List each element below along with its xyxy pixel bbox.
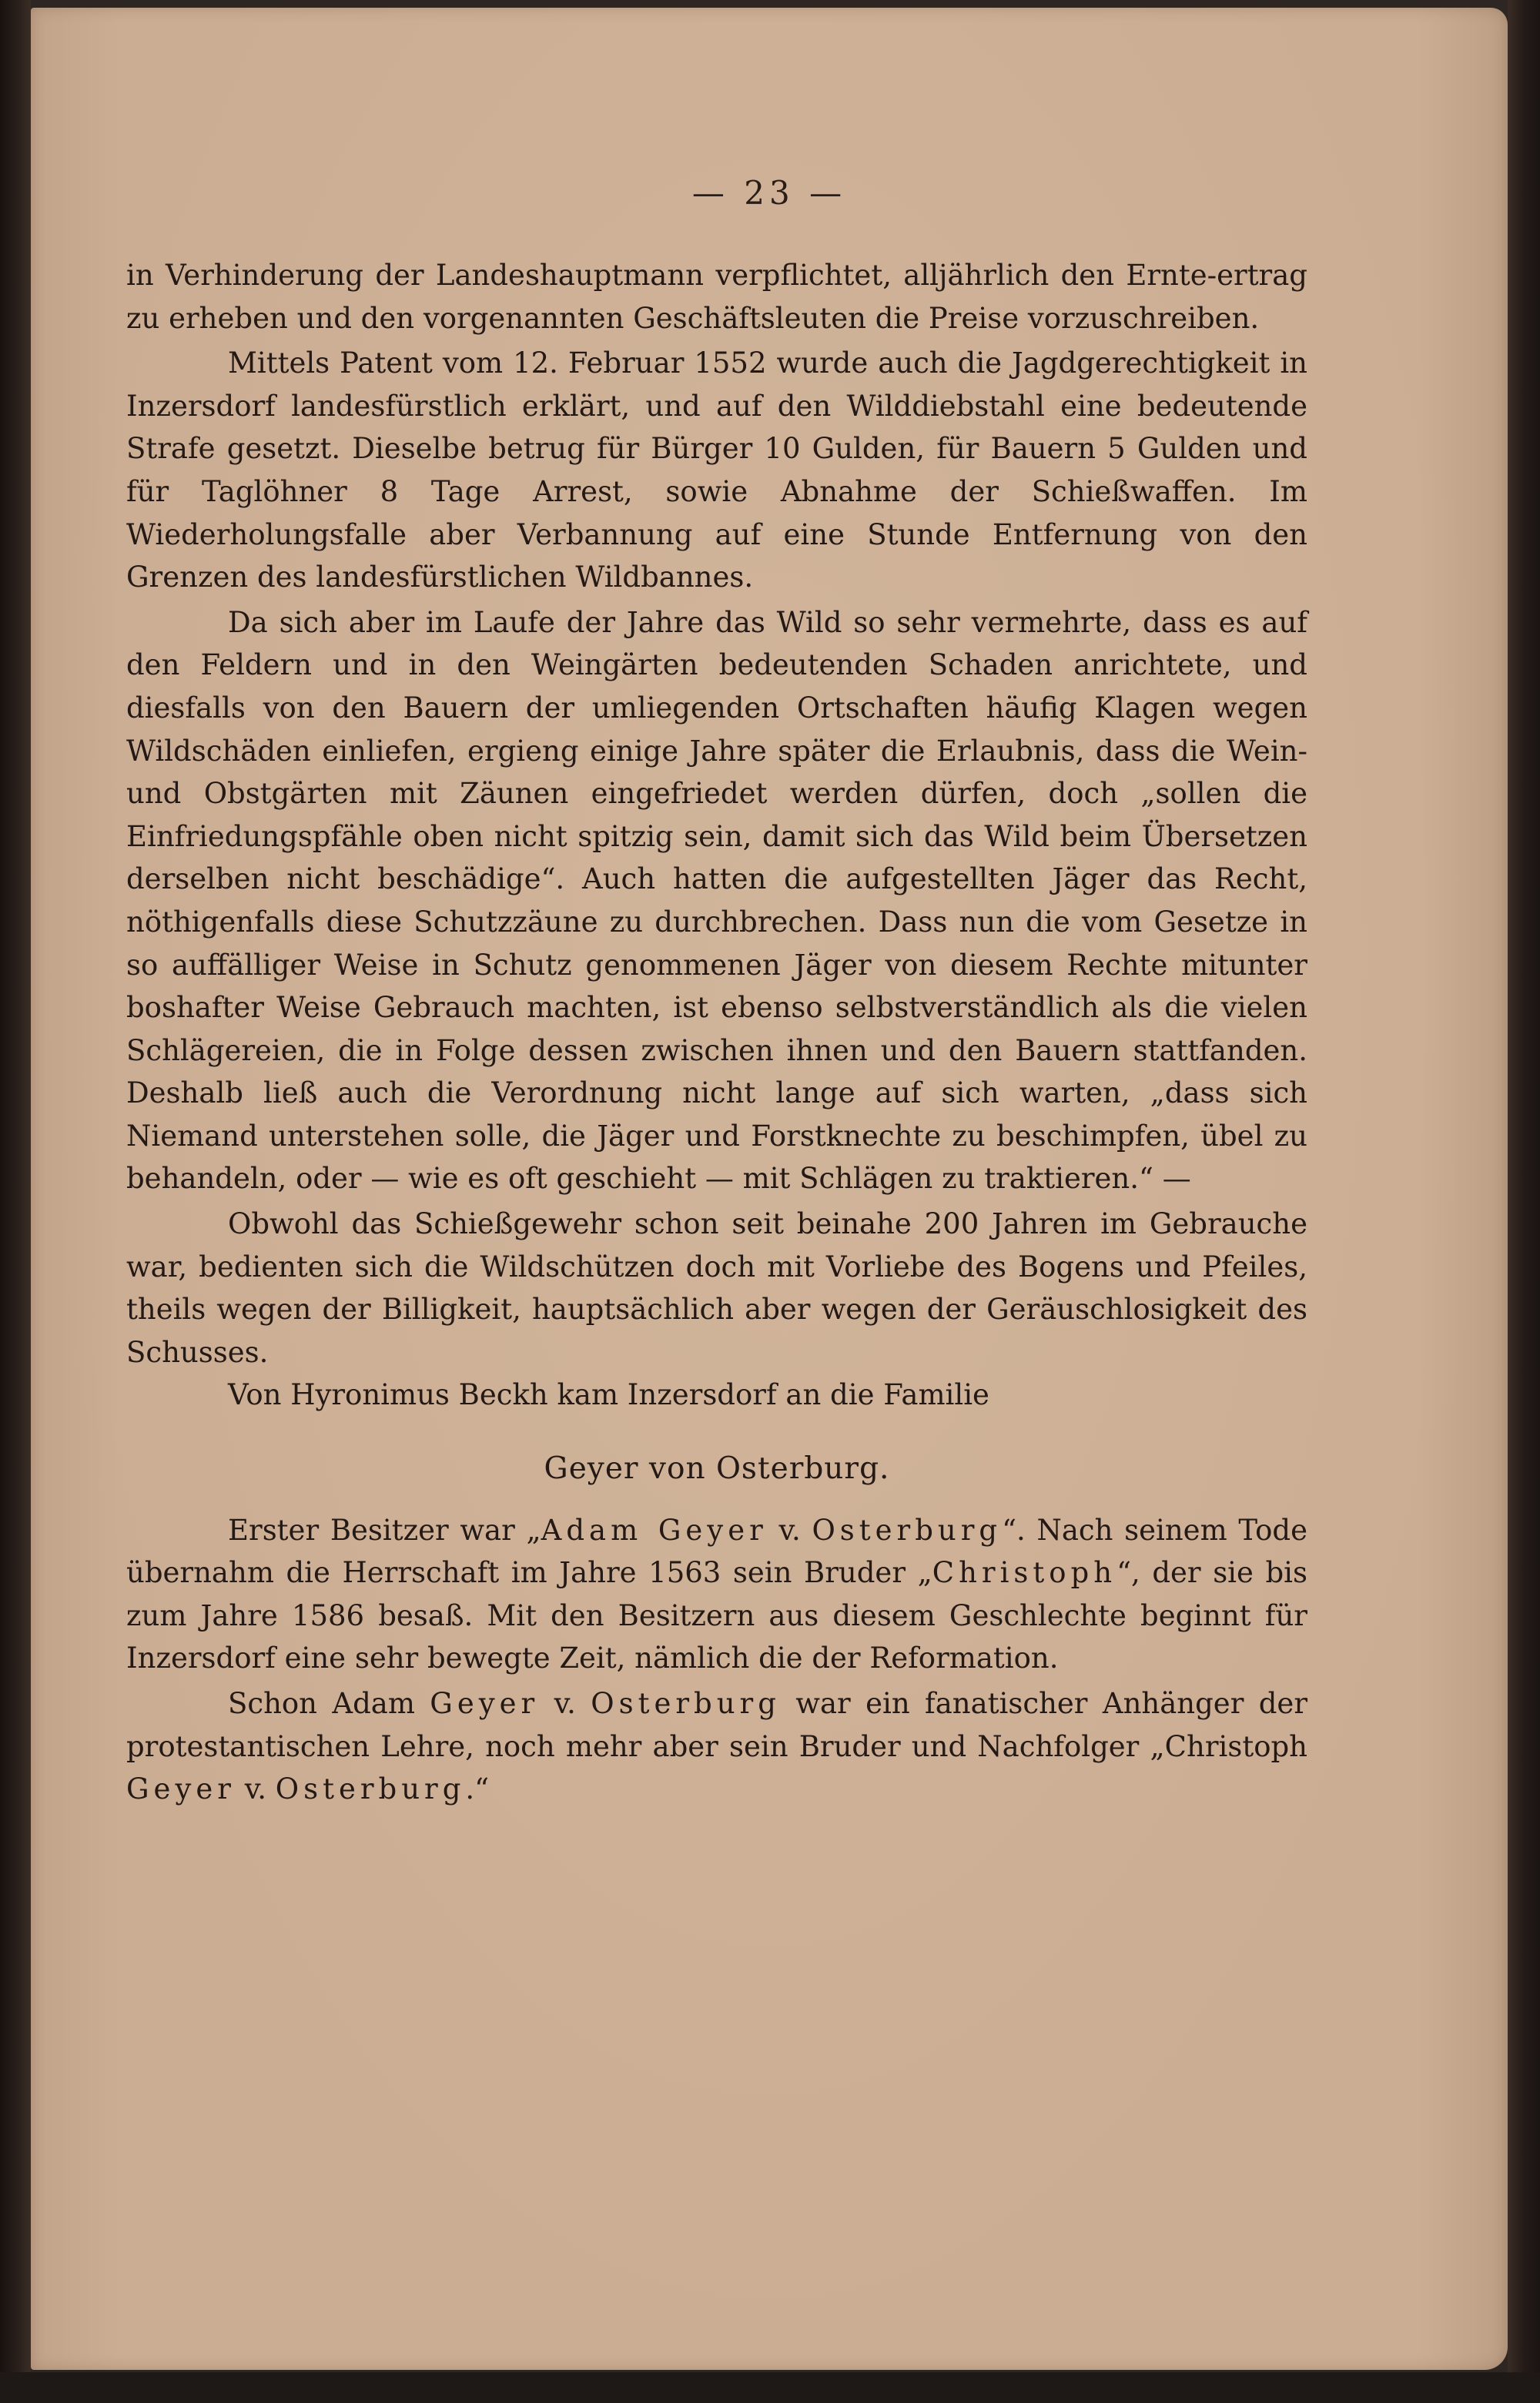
spaced-name: Geyer bbox=[430, 1687, 540, 1720]
section-paragraph-2 bbox=[126, 1682, 1307, 1811]
text-run: Schon Adam bbox=[228, 1687, 430, 1720]
text-run: v. bbox=[539, 1687, 591, 1720]
spaced-name: Adam Geyer bbox=[541, 1513, 768, 1547]
page-body bbox=[126, 254, 1307, 1811]
book-edge-bottom bbox=[0, 2372, 1540, 2403]
paragraph-2: Mittels Patent vom 12. Februar 1552 wurde auch die Jagdgerechtigkeit in Inzersdorf landesfürstlich erklärt, und auf den Wilddiebstahl eine bedeutende Strafe gesetzt. Dieselbe betrug für Bürger 10 Gulden, für Bauern 5 Gulden und für Taglöhner 8 Tage Arrest, sowie Abnahme der Schießwaffen. Im Wiederholungsfalle aber Verbannung auf eine Stunde Entfernung von den Grenzen des landesfürstlichen Wildbannes. bbox=[126, 346, 1307, 594]
paragraph-3: Da sich aber im Laufe der Jahre das Wild so sehr vermehrte, dass es auf den Feldern und in den Weingärten bedeutenden Schaden anrichtete, und diesfalls von den Bauern der umliegenden Ortschaften häufig Klagen wegen Wildschäden einliefen, ergieng einige Jahre später die Erlaubnis, dass die Wein- und Obstgärten mit Zäunen eingefriedet werden dürfen, doch „sollen die Einfriedungspfähle oben nicht spitzig sein, damit sich das Wild beim Übersetzen derselben nicht beschädige“. Auch hatten die aufgestellten Jäger das Recht, nöthigenfalls diese Schutzzäune zu durchbrechen. Dass nun die vom Gesetze in so auffälliger Weise in Schutz genommenen Jäger von diesem Rechte mitunter boshafter Weise Gebrauch machten, ist ebenso selbstverständlich als die vielen Schlägereien, die in Folge dessen zwischen ihnen und den Bauern stattfanden. Deshalb ließ auch die Verordnung nicht lange auf sich warten, „dass sich Niemand unterstehen solle, die Jäger und Forstknechte zu beschimpfen, übel zu behandeln, oder — wie es oft geschieht — mit Schlägen zu traktieren.“ — bbox=[126, 605, 1307, 1196]
text-run: “, der sie bis zum Jahre 1586 besaß. Mit den Besitzern aus diesem Geschlechte beginnt für Inzersdorf eine sehr bewegte Zeit, nämlich die der Reformation. bbox=[126, 1556, 1307, 1675]
paragraph-4: Obwohl das Schießgewehr schon seit beinahe 200 Jahren im Gebrauche war, bedienten sich die Wildschützen doch mit Vorliebe des Bogens und Pfeiles, theils wegen der Billigkeit, hauptsächlich aber wegen der Geräuschlosigkeit des Schusses. bbox=[126, 1207, 1307, 1369]
text-run: war ein fanatischer Anhänger der protestantischen Lehre, noch mehr aber sein Bruder und Nachfolger „Christoph bbox=[126, 1687, 1308, 1763]
spaced-name: Osterburg bbox=[275, 1772, 466, 1806]
paragraph-5: Von Hyronimus Beckh kam Inzersdorf an die Familie bbox=[228, 1378, 989, 1412]
text-run: Erster Besitzer war „ bbox=[228, 1513, 541, 1547]
book-edge-right bbox=[1508, 0, 1540, 2403]
book-page bbox=[31, 8, 1508, 2370]
text-run: v. bbox=[235, 1772, 276, 1806]
spaced-name: Osterburg bbox=[591, 1687, 781, 1720]
text-run: v. bbox=[767, 1513, 812, 1547]
spaced-name: Christoph bbox=[932, 1556, 1117, 1590]
section-title: Geyer von Osterburg. bbox=[544, 1451, 890, 1487]
spaced-name: Osterburg bbox=[812, 1513, 1003, 1547]
paragraph-1: in Verhinderung der Landeshauptmann verpflichtet, alljährlich den Ernte-ertrag zu erheben und den vorgenannten Geschäftsleuten die Preise vorzuschreiben. bbox=[126, 259, 1307, 335]
section-paragraph-1 bbox=[126, 1509, 1307, 1680]
text-run: “. Nach seinem Tode übernahm die Herrschaft im Jahre 1563 sein Bruder „ bbox=[126, 1513, 1308, 1590]
page-number-header: — 23 — bbox=[691, 174, 847, 212]
book-spine-left bbox=[0, 0, 31, 2403]
text-run: .“ bbox=[465, 1772, 490, 1806]
spaced-name: Geyer bbox=[126, 1772, 236, 1806]
